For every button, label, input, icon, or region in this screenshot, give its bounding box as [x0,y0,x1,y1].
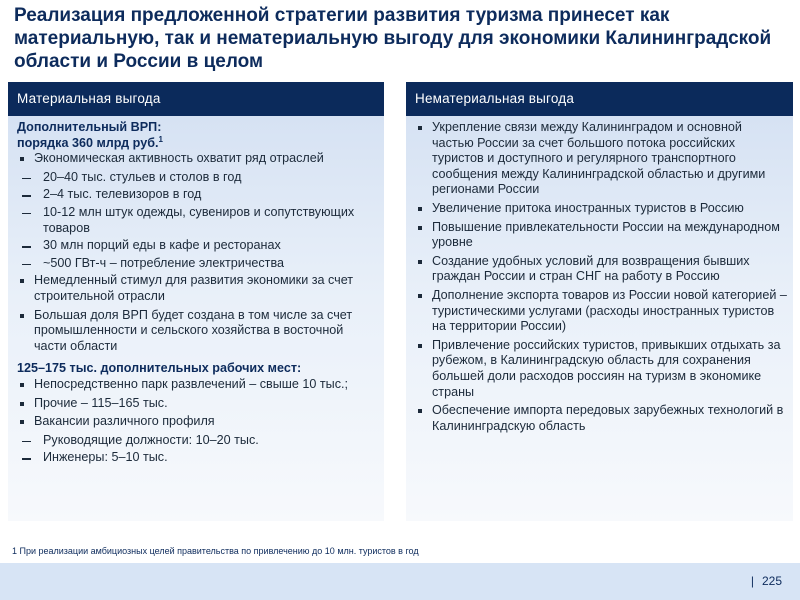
page-number-separator: | [750,574,754,588]
footnote: 1 При реализации амбициозных целей правительства по привлечению до 10 млн. туристов в год [12,546,419,556]
gdp-list [17,151,378,167]
gdp-list-continued [17,273,378,354]
sub-list-item: Инженеры: 5–10 тыс. [17,450,378,466]
list-item: Вакансии различного профиля [17,414,378,430]
nonmaterial-benefit-panel [406,82,793,521]
sub-list-item: ~500 ГВт-ч – потребление электричества [17,256,378,272]
material-benefit-body [8,116,384,521]
nonmaterial-benefit-body [406,116,793,521]
list-item: Увеличение притока иностранных туристов в Россию [415,201,787,217]
page-title: Реализация предложенной стратегии развития туризма принесет как материальную, так и нематериальную выгоду для экономики Калининградской области и России в целом [14,5,772,72]
list-item: Немедленный стимул для развития экономики за счет строительной отрасли [17,273,378,304]
list-item: Создание удобных условий для возвращения бывших граждан России и стран СНГ на работу в Россию [415,254,787,285]
jobs-heading: 125–175 тыс. дополнительных рабочих мест: [17,361,302,376]
gdp-heading-line1: Дополнительный ВРП: [17,120,162,134]
footer-bar [0,563,800,600]
nonmaterial-list [415,120,787,434]
gdp-heading-line2: порядка 360 млрд руб. [17,135,159,150]
list-item: Экономическая активность охватит ряд отраслей [17,151,378,167]
list-item: Дополнение экспорта товаров из России новой категорией – туристическими услугами (расходы иностранных туристов на территории России) [415,288,787,335]
nonmaterial-benefit-header: Нематериальная выгода [406,82,793,116]
jobs-list [17,377,378,430]
sub-list-item: 20–40 тыс. стульев и столов в год [17,170,378,186]
list-item: Привлечение российских туристов, привыкших отдыхать за рубежом, в Калининградскую область для сохранения большей доли расходов россиян на туризм в экономике страны [415,338,787,400]
material-benefit-header: Материальная выгода [8,82,384,116]
sub-list-item: 10-12 млн штук одежды, сувениров и сопутствующих товаров [17,205,378,236]
sub-list-item: 2–4 тыс. телевизоров в год [17,187,378,203]
list-item: Обеспечение импорта передовых зарубежных технологий в Калининградскую область [415,403,787,434]
sub-list-item: 30 млн порций еды в кафе и ресторанах [17,238,378,254]
sub-list-item: Руководящие должности: 10–20 тыс. [17,433,378,449]
list-item: Непосредственно парк развлечений – свыше 10 тыс.; [17,377,378,393]
footnote-marker: 1 [158,134,163,144]
page-number [751,574,782,588]
list-item: Большая доля ВРП будет создана в том числе за счет промышленности и сельского хозяйства в восточной части области [17,308,378,355]
gdp-heading [17,120,378,151]
jobs-sublist [17,433,378,466]
page-number-value: 225 [761,574,782,588]
gdp-sublist [17,170,378,272]
list-item: Прочие – 115–165 тыс. [17,396,378,412]
material-benefit-panel [8,82,384,521]
list-item: Укрепление связи между Калининградом и основной частью России за счет большого потока российских туристов и доступного и регулярного транспортного сообщения между Калининградской областью и другими регионами России [415,120,787,198]
list-item: Повышение привлекательности России на международном уровне [415,220,787,251]
